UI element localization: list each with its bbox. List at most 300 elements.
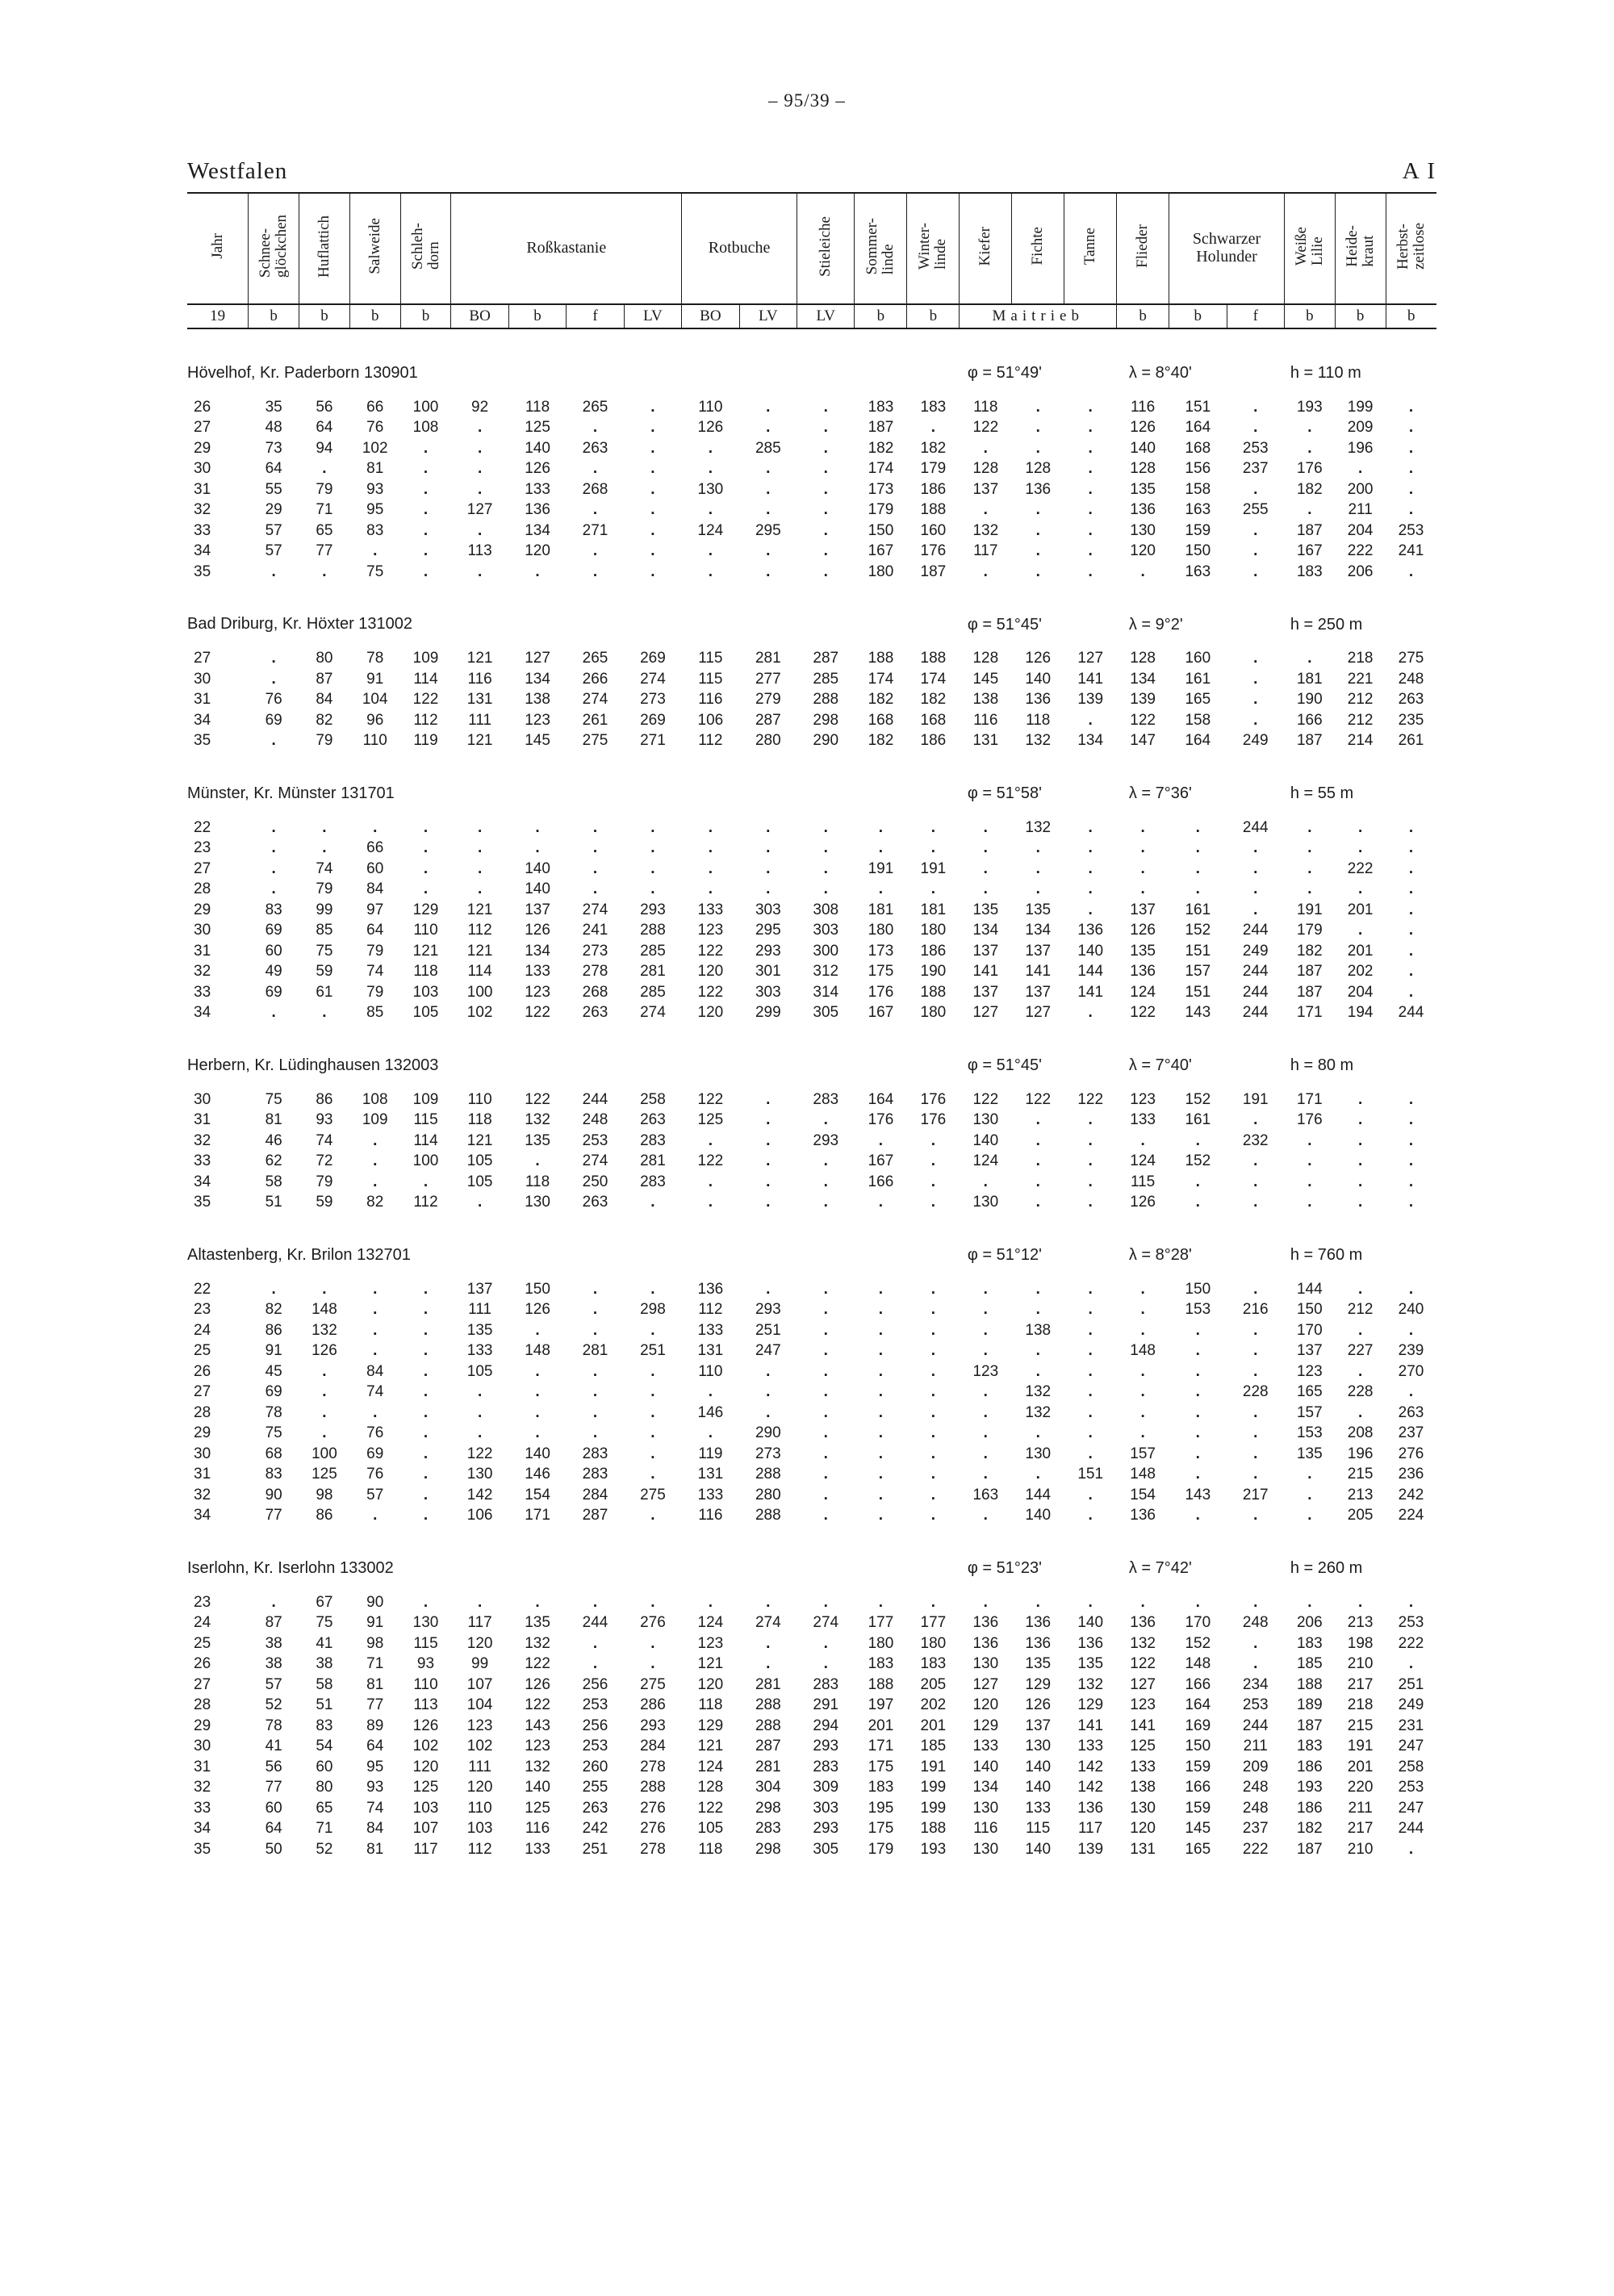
table-cell: 263 bbox=[582, 1194, 608, 1211]
table-cell: 198 bbox=[1347, 1634, 1374, 1652]
table-cell: 102 bbox=[466, 1004, 493, 1022]
table-cell: 290 bbox=[755, 1424, 781, 1442]
table-cell: . bbox=[823, 419, 828, 437]
table-cell: . bbox=[708, 1383, 713, 1401]
station-height: h = 260 m bbox=[1290, 1559, 1363, 1577]
table-cell: 122 bbox=[972, 419, 999, 437]
table-cell: 157 bbox=[1185, 963, 1211, 981]
table-cell: 141 bbox=[1077, 1717, 1104, 1734]
table-row bbox=[187, 521, 1436, 542]
table-cell: 182 bbox=[1296, 1820, 1323, 1838]
table-cell: . bbox=[1307, 1593, 1312, 1611]
table-cell: . bbox=[1253, 670, 1258, 688]
table-cell: . bbox=[271, 818, 276, 836]
table-cell: 274 bbox=[640, 1004, 666, 1022]
table-cell: 201 bbox=[1347, 901, 1374, 918]
table-cell: 137 bbox=[972, 983, 999, 1001]
table-cell: 191 bbox=[920, 1758, 947, 1775]
table-cell: . bbox=[823, 880, 828, 898]
table-cell: . bbox=[1195, 1383, 1200, 1401]
table-row bbox=[187, 1300, 1436, 1321]
table-cell: 253 bbox=[1398, 1614, 1424, 1632]
table-cell: 212 bbox=[1347, 1301, 1374, 1319]
table-cell: 136 bbox=[1077, 1799, 1104, 1817]
table-cell: 266 bbox=[582, 670, 608, 688]
table-cell: . bbox=[477, 562, 483, 580]
table-cell: 305 bbox=[813, 1004, 839, 1022]
table-cell: . bbox=[766, 1152, 771, 1170]
table-cell: 291 bbox=[813, 1696, 839, 1714]
table-cell: 83 bbox=[316, 1717, 333, 1734]
table-cell: 123 bbox=[972, 1362, 999, 1380]
table-cell: 45 bbox=[265, 1362, 282, 1380]
station-header bbox=[187, 357, 1436, 389]
table-row bbox=[187, 900, 1436, 921]
table-cell: 201 bbox=[868, 1717, 894, 1734]
table-cell: 142 bbox=[1077, 1779, 1104, 1796]
table-cell: 173 bbox=[868, 942, 894, 960]
table-cell: . bbox=[930, 1342, 935, 1360]
table-cell: . bbox=[1357, 1173, 1363, 1190]
table-cell: 136 bbox=[972, 1614, 999, 1632]
table-row bbox=[187, 1675, 1436, 1696]
table-row bbox=[187, 418, 1436, 439]
table-cell: 91 bbox=[366, 1614, 384, 1632]
header-kiefer: Kiefer bbox=[960, 193, 1012, 304]
table-cell: . bbox=[271, 1280, 276, 1298]
table-cell: 212 bbox=[1347, 691, 1374, 709]
phase-code: b bbox=[1335, 304, 1386, 328]
table-cell: 182 bbox=[920, 439, 947, 457]
phase-code: LV bbox=[797, 304, 855, 328]
table-cell: 187 bbox=[1296, 963, 1323, 981]
table-cell: 278 bbox=[582, 963, 608, 981]
table-cell: . bbox=[1253, 419, 1258, 437]
table-cell: . bbox=[1035, 439, 1040, 457]
table-cell: . bbox=[1408, 1280, 1414, 1298]
table-cell: 181 bbox=[868, 901, 894, 918]
phase-code: LV bbox=[624, 304, 681, 328]
table-cell: . bbox=[1307, 1466, 1312, 1483]
table-cell: . bbox=[1088, 1173, 1093, 1190]
table-cell: . bbox=[1195, 818, 1200, 836]
table-cell: . bbox=[930, 1173, 935, 1190]
table-cell: 271 bbox=[582, 521, 608, 539]
table-cell: . bbox=[878, 880, 884, 898]
table-cell: . bbox=[1140, 880, 1145, 898]
station-name: Altastenberg, Kr. Brilon 132701 bbox=[187, 1245, 411, 1264]
table-cell: . bbox=[766, 501, 771, 519]
table-cell: 285 bbox=[755, 439, 781, 457]
table-cell: 253 bbox=[582, 1738, 608, 1755]
table-cell: 295 bbox=[755, 521, 781, 539]
table-cell: . bbox=[1408, 1383, 1414, 1401]
table-cell: . bbox=[708, 1593, 713, 1611]
table-cell: . bbox=[423, 1593, 429, 1611]
table-cell: . bbox=[878, 1445, 884, 1462]
table-cell: . bbox=[1253, 398, 1258, 416]
table-cell: 256 bbox=[582, 1675, 608, 1693]
table-row bbox=[187, 1172, 1436, 1193]
table-cell: . bbox=[423, 1383, 429, 1401]
table-cell: 57 bbox=[265, 1675, 282, 1693]
table-cell: 265 bbox=[582, 650, 608, 667]
table-cell: 288 bbox=[755, 1717, 781, 1734]
table-cell: . bbox=[1408, 1131, 1414, 1149]
table-cell: 137 bbox=[1025, 942, 1052, 960]
table-cell: 76 bbox=[366, 1424, 384, 1442]
table-cell: 142 bbox=[466, 1486, 493, 1503]
table-cell: . bbox=[650, 1593, 655, 1611]
table-cell: . bbox=[592, 1593, 598, 1611]
table-cell: . bbox=[878, 1362, 884, 1380]
table-cell: 304 bbox=[755, 1779, 781, 1796]
table-cell: . bbox=[930, 1383, 935, 1401]
table-cell: . bbox=[322, 1403, 327, 1421]
table-cell: . bbox=[592, 859, 598, 877]
table-cell: . bbox=[477, 818, 483, 836]
table-cell: 261 bbox=[582, 711, 608, 729]
table-cell: . bbox=[1253, 839, 1258, 857]
table-cell: . bbox=[708, 562, 713, 580]
table-row bbox=[187, 962, 1436, 983]
table-cell: . bbox=[930, 818, 935, 836]
table-cell: . bbox=[373, 1403, 378, 1421]
table-cell: . bbox=[823, 1342, 828, 1360]
table-row bbox=[187, 1819, 1436, 1840]
table-cell: 182 bbox=[1296, 480, 1323, 498]
table-cell: 152 bbox=[1185, 1634, 1211, 1652]
table-cell: 200 bbox=[1347, 480, 1374, 498]
table-cell: . bbox=[878, 1131, 884, 1149]
table-cell: . bbox=[1253, 650, 1258, 667]
table-cell: . bbox=[650, 398, 655, 416]
table-cell: . bbox=[983, 1424, 988, 1442]
table-cell: . bbox=[650, 880, 655, 898]
table-cell: . bbox=[1253, 521, 1258, 539]
table-cell: 150 bbox=[868, 521, 894, 539]
station-latitude: φ = 51°23' bbox=[967, 1559, 1042, 1577]
table-cell: . bbox=[322, 1362, 327, 1380]
station-header bbox=[187, 777, 1436, 809]
table-cell: 113 bbox=[467, 542, 492, 560]
table-cell: . bbox=[423, 1362, 429, 1380]
table-cell: 188 bbox=[920, 650, 947, 667]
table-cell: 265 bbox=[582, 398, 608, 416]
table-cell: 89 bbox=[366, 1717, 384, 1734]
table-cell: . bbox=[1253, 542, 1258, 560]
year-cell: 27 bbox=[194, 419, 211, 437]
table-cell: . bbox=[322, 1424, 327, 1442]
header-fichte: Fichte bbox=[1012, 193, 1064, 304]
table-cell: . bbox=[322, 818, 327, 836]
year-cell: 35 bbox=[194, 562, 211, 580]
header-tanne: Tanne bbox=[1064, 193, 1117, 304]
table-cell: 136 bbox=[1025, 1634, 1052, 1652]
table-cell: 300 bbox=[813, 942, 839, 960]
table-cell: 281 bbox=[640, 1152, 666, 1170]
table-cell: 125 bbox=[412, 1779, 439, 1796]
table-cell: 274 bbox=[582, 691, 608, 709]
table-cell: 201 bbox=[1347, 942, 1374, 960]
table-cell: 140 bbox=[1025, 670, 1052, 688]
phase-code: b bbox=[299, 304, 350, 328]
table-cell: 247 bbox=[1398, 1799, 1424, 1817]
table-cell: 176 bbox=[920, 1111, 947, 1129]
table-cell: . bbox=[983, 839, 988, 857]
table-cell: . bbox=[1307, 1194, 1312, 1211]
station-name: Münster, Kr. Münster 131701 bbox=[187, 784, 395, 802]
table-cell: . bbox=[766, 859, 771, 877]
station-height: h = 55 m bbox=[1290, 784, 1354, 802]
table-cell: 135 bbox=[972, 901, 999, 918]
table-cell: 111 bbox=[468, 1301, 492, 1319]
table-cell: 176 bbox=[920, 542, 947, 560]
section-id: A I bbox=[1402, 158, 1436, 184]
table-cell: . bbox=[650, 1280, 655, 1298]
year-cell: 34 bbox=[194, 1004, 211, 1022]
table-cell: 145 bbox=[1185, 1820, 1211, 1838]
table-cell: 60 bbox=[265, 942, 282, 960]
table-cell: . bbox=[878, 1403, 884, 1421]
table-cell: . bbox=[535, 1383, 540, 1401]
table-cell: . bbox=[1140, 1321, 1145, 1339]
table-cell: . bbox=[1088, 859, 1093, 877]
table-cell: . bbox=[823, 1634, 828, 1652]
table-cell: 48 bbox=[265, 419, 282, 437]
table-cell: 124 bbox=[697, 1758, 724, 1775]
table-cell: . bbox=[823, 521, 828, 539]
table-cell: 134 bbox=[1077, 732, 1104, 750]
table-cell: . bbox=[1088, 480, 1093, 498]
table-cell: . bbox=[1088, 1321, 1093, 1339]
year-cell: 32 bbox=[194, 1486, 211, 1503]
table-cell: . bbox=[1307, 439, 1312, 457]
table-cell: 122 bbox=[697, 1152, 724, 1170]
table-cell: 163 bbox=[1185, 562, 1211, 580]
table-cell: 105 bbox=[466, 1173, 493, 1190]
table-cell: 255 bbox=[1242, 501, 1269, 519]
year-cell: 30 bbox=[194, 670, 211, 688]
table-cell: 211 bbox=[1348, 1799, 1373, 1817]
table-row bbox=[187, 1778, 1436, 1799]
table-cell: 151 bbox=[1185, 983, 1211, 1001]
table-cell: 99 bbox=[471, 1655, 489, 1673]
table-row bbox=[187, 1003, 1436, 1024]
year-cell: 27 bbox=[194, 1383, 211, 1401]
table-cell: 248 bbox=[1242, 1799, 1269, 1817]
table-cell: 147 bbox=[1130, 732, 1156, 750]
table-cell: . bbox=[650, 1466, 655, 1483]
table-cell: 136 bbox=[1130, 1507, 1156, 1524]
table-cell: 110 bbox=[698, 398, 723, 416]
table-cell: . bbox=[1357, 1090, 1363, 1108]
table-cell: . bbox=[1253, 1655, 1258, 1673]
table-row bbox=[187, 397, 1436, 418]
year-cell: 34 bbox=[194, 1820, 211, 1838]
table-cell: . bbox=[878, 1301, 884, 1319]
table-cell: 80 bbox=[316, 650, 333, 667]
table-cell: 125 bbox=[525, 419, 550, 437]
table-cell: 120 bbox=[972, 1696, 999, 1714]
table-cell: . bbox=[1035, 542, 1040, 560]
table-cell: 130 bbox=[466, 1466, 493, 1483]
table-cell: 191 bbox=[1296, 901, 1323, 918]
table-cell: 138 bbox=[972, 691, 999, 709]
table-cell: 123 bbox=[697, 1634, 724, 1652]
table-cell: 206 bbox=[1347, 562, 1374, 580]
table-cell: 120 bbox=[1130, 542, 1156, 560]
table-cell: . bbox=[1307, 1486, 1312, 1503]
table-cell: . bbox=[1408, 1593, 1414, 1611]
table-cell: 140 bbox=[1077, 1614, 1104, 1632]
table-cell: . bbox=[1088, 460, 1093, 478]
table-cell: 283 bbox=[640, 1173, 666, 1190]
table-cell: 217 bbox=[1347, 1820, 1374, 1838]
table-cell: 135 bbox=[466, 1321, 493, 1339]
table-cell: . bbox=[878, 1466, 884, 1483]
table-cell: 100 bbox=[312, 1445, 337, 1462]
table-cell: 150 bbox=[525, 1280, 550, 1298]
table-cell: 204 bbox=[1347, 521, 1374, 539]
table-cell: 244 bbox=[1242, 922, 1269, 939]
table-cell: 79 bbox=[316, 1173, 333, 1190]
header-rosskastanie: Roßkastanie bbox=[451, 193, 682, 304]
table-cell: . bbox=[878, 1342, 884, 1360]
table-cell: . bbox=[423, 1280, 429, 1298]
table-cell: . bbox=[423, 501, 429, 519]
table-cell: . bbox=[650, 460, 655, 478]
table-cell: . bbox=[477, 521, 483, 539]
year-cell: 23 bbox=[194, 1593, 211, 1611]
table-cell: 253 bbox=[1242, 1696, 1269, 1714]
table-cell: 274 bbox=[813, 1614, 839, 1632]
table-cell: 251 bbox=[755, 1321, 781, 1339]
year-cell: 30 bbox=[194, 1090, 211, 1108]
table-cell: 118 bbox=[525, 398, 550, 416]
table-cell: 269 bbox=[640, 650, 666, 667]
table-cell: 237 bbox=[1242, 460, 1269, 478]
table-cell: 135 bbox=[1296, 1445, 1323, 1462]
table-cell: 158 bbox=[1185, 711, 1211, 729]
table-cell: . bbox=[477, 1424, 483, 1442]
year-cell: 33 bbox=[194, 1152, 211, 1170]
table-cell: 285 bbox=[640, 983, 666, 1001]
table-cell: 276 bbox=[1398, 1445, 1424, 1462]
table-cell: 167 bbox=[868, 1152, 894, 1170]
table-cell: 164 bbox=[868, 1090, 894, 1108]
table-cell: . bbox=[1035, 839, 1040, 857]
station-height: h = 110 m bbox=[1290, 364, 1361, 382]
table-cell: 275 bbox=[640, 1486, 666, 1503]
table-cell: 143 bbox=[1185, 1004, 1211, 1022]
table-cell: 173 bbox=[868, 480, 894, 498]
year-cell: 31 bbox=[194, 1111, 211, 1129]
year-cell: 29 bbox=[194, 901, 211, 918]
table-cell: . bbox=[1088, 839, 1093, 857]
table-cell: . bbox=[535, 1321, 540, 1339]
table-cell: 202 bbox=[1347, 963, 1374, 981]
table-cell: 213 bbox=[1347, 1486, 1374, 1503]
table-cell: . bbox=[423, 460, 429, 478]
table-cell: . bbox=[373, 542, 378, 560]
table-cell: 93 bbox=[416, 1655, 435, 1673]
table-cell: 86 bbox=[265, 1321, 282, 1339]
table-cell: 127 bbox=[525, 650, 550, 667]
table-cell: . bbox=[1140, 1383, 1145, 1401]
table-cell: 134 bbox=[525, 670, 550, 688]
table-cell: . bbox=[1307, 1507, 1312, 1524]
table-cell: 301 bbox=[755, 963, 781, 981]
table-cell: . bbox=[271, 859, 276, 877]
table-cell: . bbox=[1253, 859, 1258, 877]
table-cell: 234 bbox=[1242, 1675, 1269, 1693]
table-cell: 136 bbox=[1130, 501, 1156, 519]
table-cell: 137 bbox=[972, 942, 999, 960]
table-cell: . bbox=[1357, 922, 1363, 939]
table-cell: 83 bbox=[366, 521, 384, 539]
table-cell: 278 bbox=[640, 1758, 666, 1775]
table-row bbox=[187, 542, 1436, 562]
table-cell: 166 bbox=[1185, 1779, 1211, 1796]
table-cell: . bbox=[592, 1424, 598, 1442]
table-cell: . bbox=[983, 1383, 988, 1401]
table-cell: 107 bbox=[466, 1675, 493, 1693]
table-cell: 275 bbox=[1398, 650, 1424, 667]
table-cell: . bbox=[983, 1342, 988, 1360]
table-cell: . bbox=[1088, 562, 1093, 580]
station-header bbox=[187, 1552, 1436, 1584]
table-cell: 126 bbox=[1130, 922, 1156, 939]
table-cell: . bbox=[423, 1321, 429, 1339]
table-cell: 193 bbox=[1296, 1779, 1323, 1796]
table-cell: . bbox=[1035, 1111, 1040, 1129]
table-cell: 176 bbox=[1296, 460, 1323, 478]
table-cell: 201 bbox=[1347, 1758, 1374, 1775]
table-cell: . bbox=[1408, 562, 1414, 580]
table-cell: 90 bbox=[265, 1486, 282, 1503]
table-cell: 244 bbox=[1398, 1004, 1424, 1022]
table-cell: 54 bbox=[316, 1738, 333, 1755]
table-cell: . bbox=[650, 1383, 655, 1401]
table-cell: 165 bbox=[1185, 1840, 1211, 1858]
table-cell: . bbox=[1140, 1593, 1145, 1611]
table-cell: 133 bbox=[1130, 1758, 1156, 1775]
year-cell: 32 bbox=[194, 1131, 211, 1149]
table-row bbox=[187, 1613, 1436, 1634]
table-cell: 135 bbox=[1130, 942, 1156, 960]
table-cell: . bbox=[1253, 1445, 1258, 1462]
station-longitude: λ = 9°2' bbox=[1128, 615, 1183, 634]
table-cell: 123 bbox=[697, 922, 724, 939]
table-cell: 126 bbox=[1130, 419, 1156, 437]
table-cell: 283 bbox=[813, 1675, 839, 1693]
table-row bbox=[187, 500, 1436, 521]
table-cell: 116 bbox=[698, 691, 723, 709]
table-cell: 60 bbox=[265, 1799, 282, 1817]
table-cell: 117 bbox=[1078, 1820, 1103, 1838]
table-cell: 232 bbox=[1242, 1131, 1269, 1149]
table-cell: . bbox=[766, 1403, 771, 1421]
table-cell: 140 bbox=[1025, 1758, 1052, 1775]
table-cell: 132 bbox=[972, 521, 999, 539]
table-cell: 126 bbox=[697, 419, 724, 437]
table-cell: 127 bbox=[1130, 1675, 1156, 1693]
table-cell: . bbox=[1140, 1131, 1145, 1149]
table-cell: . bbox=[650, 1424, 655, 1442]
table-cell: . bbox=[983, 562, 988, 580]
table-cell: 258 bbox=[1398, 1758, 1424, 1775]
